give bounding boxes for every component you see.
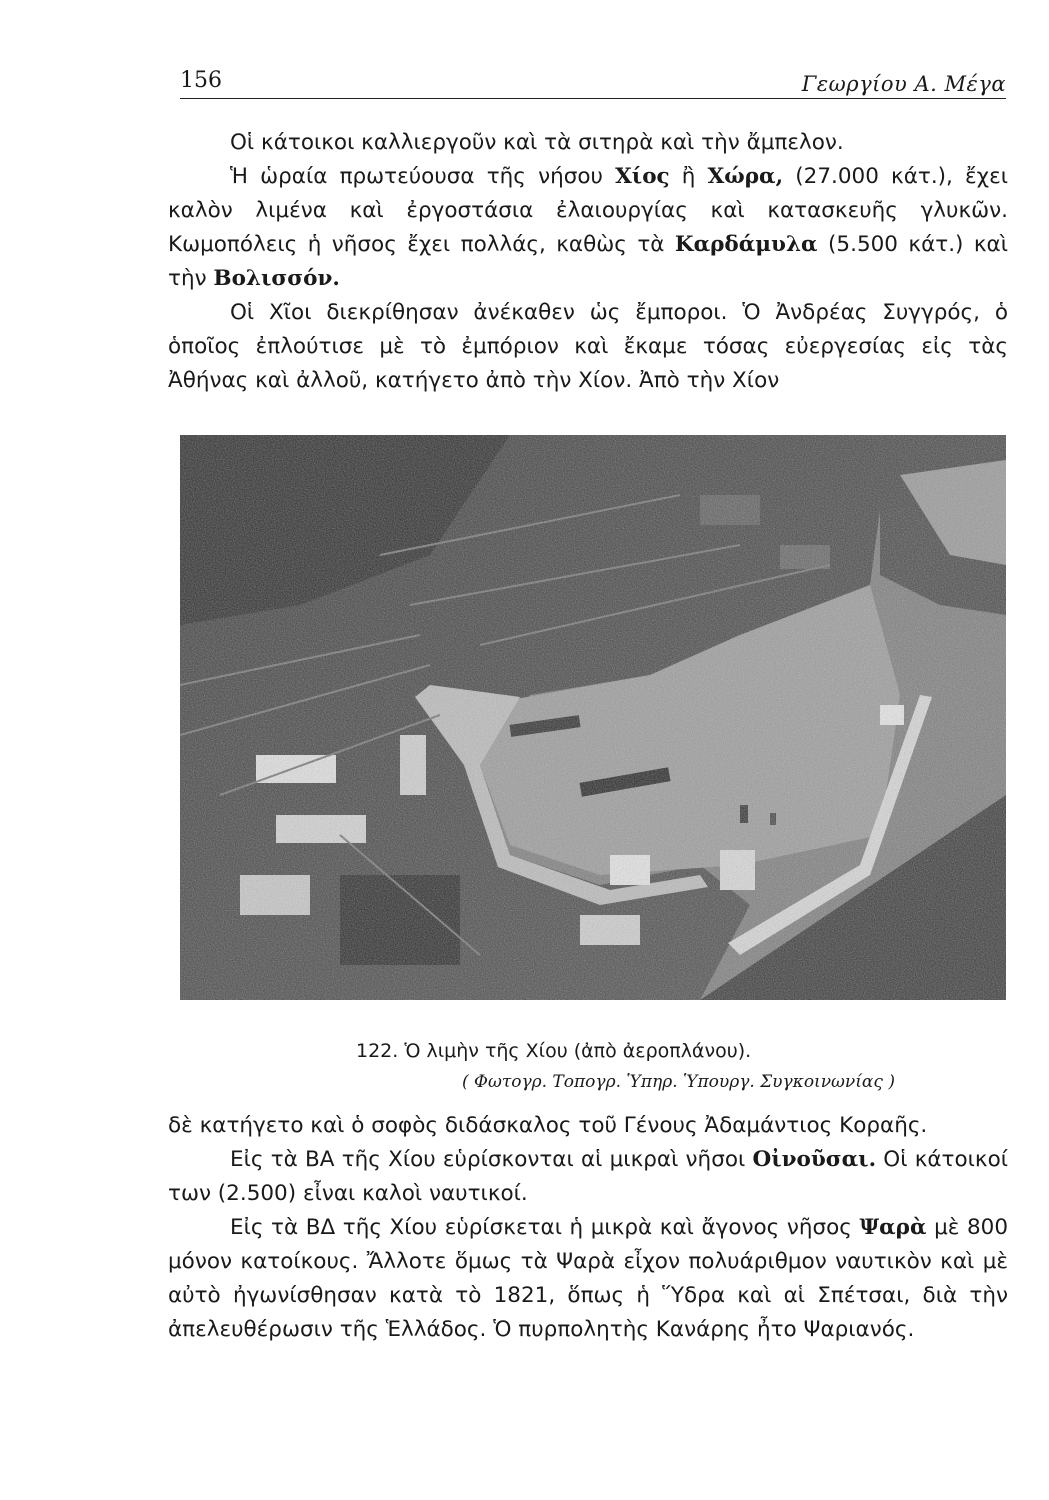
paragraph-oinousses: Εἰς τὰ ΒΑ τῆς Χίου εὑρίσκονται αἱ μικραὶ νῆσοι Οἰνοῦσαι. Οἱ κάτοικοί των (2.500) εἶναι καλοὶ ναυτικοί. <box>168 1147 1009 1206</box>
paragraph-psara: Εἰς τὰ ΒΔ τῆς Χίου εὑρίσκεται ἡ μικρὰ καὶ ἄγονος νῆσος Ψαρὰ μὲ 800 μόνον κατοίκους. Ἄλλοτε ὅμως τὰ Ψαρὰ εἶχον πολυάριθμον ναυτικὸν καὶ μὲ αὐτὸ ἠγωνίσθησαν κατὰ τὸ 1821, ὅπως ἡ Ὕδρα καὶ αἱ Σπέτσαι, διὰ τὴν ἀπελευθέρωσιν τῆς Ἑλλάδος. Ὁ πυρπολητὴς Κανάρης ἦτο Ψαριανός. <box>168 1215 1008 1342</box>
text-block-top <box>168 126 1008 398</box>
harbor-photo-illustration <box>180 435 1006 1000</box>
bold-term-chora: Χώρα, <box>707 164 784 189</box>
bold-term-psara: Ψαρὰ <box>859 1215 927 1240</box>
harbor-aerial-photo <box>180 435 1006 1000</box>
bold-term-chios: Χίος <box>615 164 670 189</box>
paragraph-crops: Οἱ κάτοικοι καλλιεργοῦν καὶ τὰ σιτηρὰ καὶ τὴν ἄμπελον. <box>230 130 844 155</box>
figure-caption: 122. Ὁ λιμὴν τῆς Χίου (ἀπὸ ἀεροπλάνου). <box>356 1040 752 1062</box>
paragraph-korais: δὲ κατήγετο καὶ ὁ σοφὸς διδάσκαλος τοῦ Γένους Ἀδαμάντιος Κοραῆς. <box>168 1113 928 1138</box>
paragraph-capital: Ἡ ὡραία πρωτεύουσα τῆς νήσου Χίος ἢ Χώρα, (27.000 κάτ.), ἔχει καλὸν λιμένα καὶ ἐργοστάσια ἐλαιουργίας καὶ κατασκευῆς γλυκῶν. Κωμοπόλεις ἡ νῆσος ἔχει πολλάς, καθὼς τὰ Καρδάμυλα (5.500 κάτ.) καὶ τὴν Βολισσόν. <box>168 164 1008 291</box>
bold-term-kardamyla: Καρδάμυλα <box>674 232 818 257</box>
bold-term-oinousai: Οἰνοῦσαι. <box>752 1147 877 1172</box>
page-header <box>180 66 1006 99</box>
bold-term-volissos: Βολισσόν. <box>213 266 340 291</box>
paragraph-merchants: Οἱ Χῖοι διεκρίθησαν ἀνέκαθεν ὡς ἔμποροι. Ὁ Ἀνδρέας Συγγρός, ὁ ὁποῖος ἐπλούτισε μὲ τὸ ἐμπόριον καὶ ἔκαμε τόσας εὐεργεσίας εἰς τὰς Ἀθήνας καὶ ἀλλοῦ, κατήγετο ἀπὸ τὴν Χίον. Ἀπὸ τὴν Χίον <box>168 300 1008 393</box>
page-number: 156 <box>180 68 222 93</box>
running-head: Γεωργίου Α. Μέγα <box>801 72 1006 96</box>
text-block-bottom <box>168 1109 1008 1347</box>
photo-credit: ( Φωτογρ. Τοπογρ. Ὑπηρ. Ὑπουργ. Συγκοινωνίας ) <box>462 1072 895 1092</box>
